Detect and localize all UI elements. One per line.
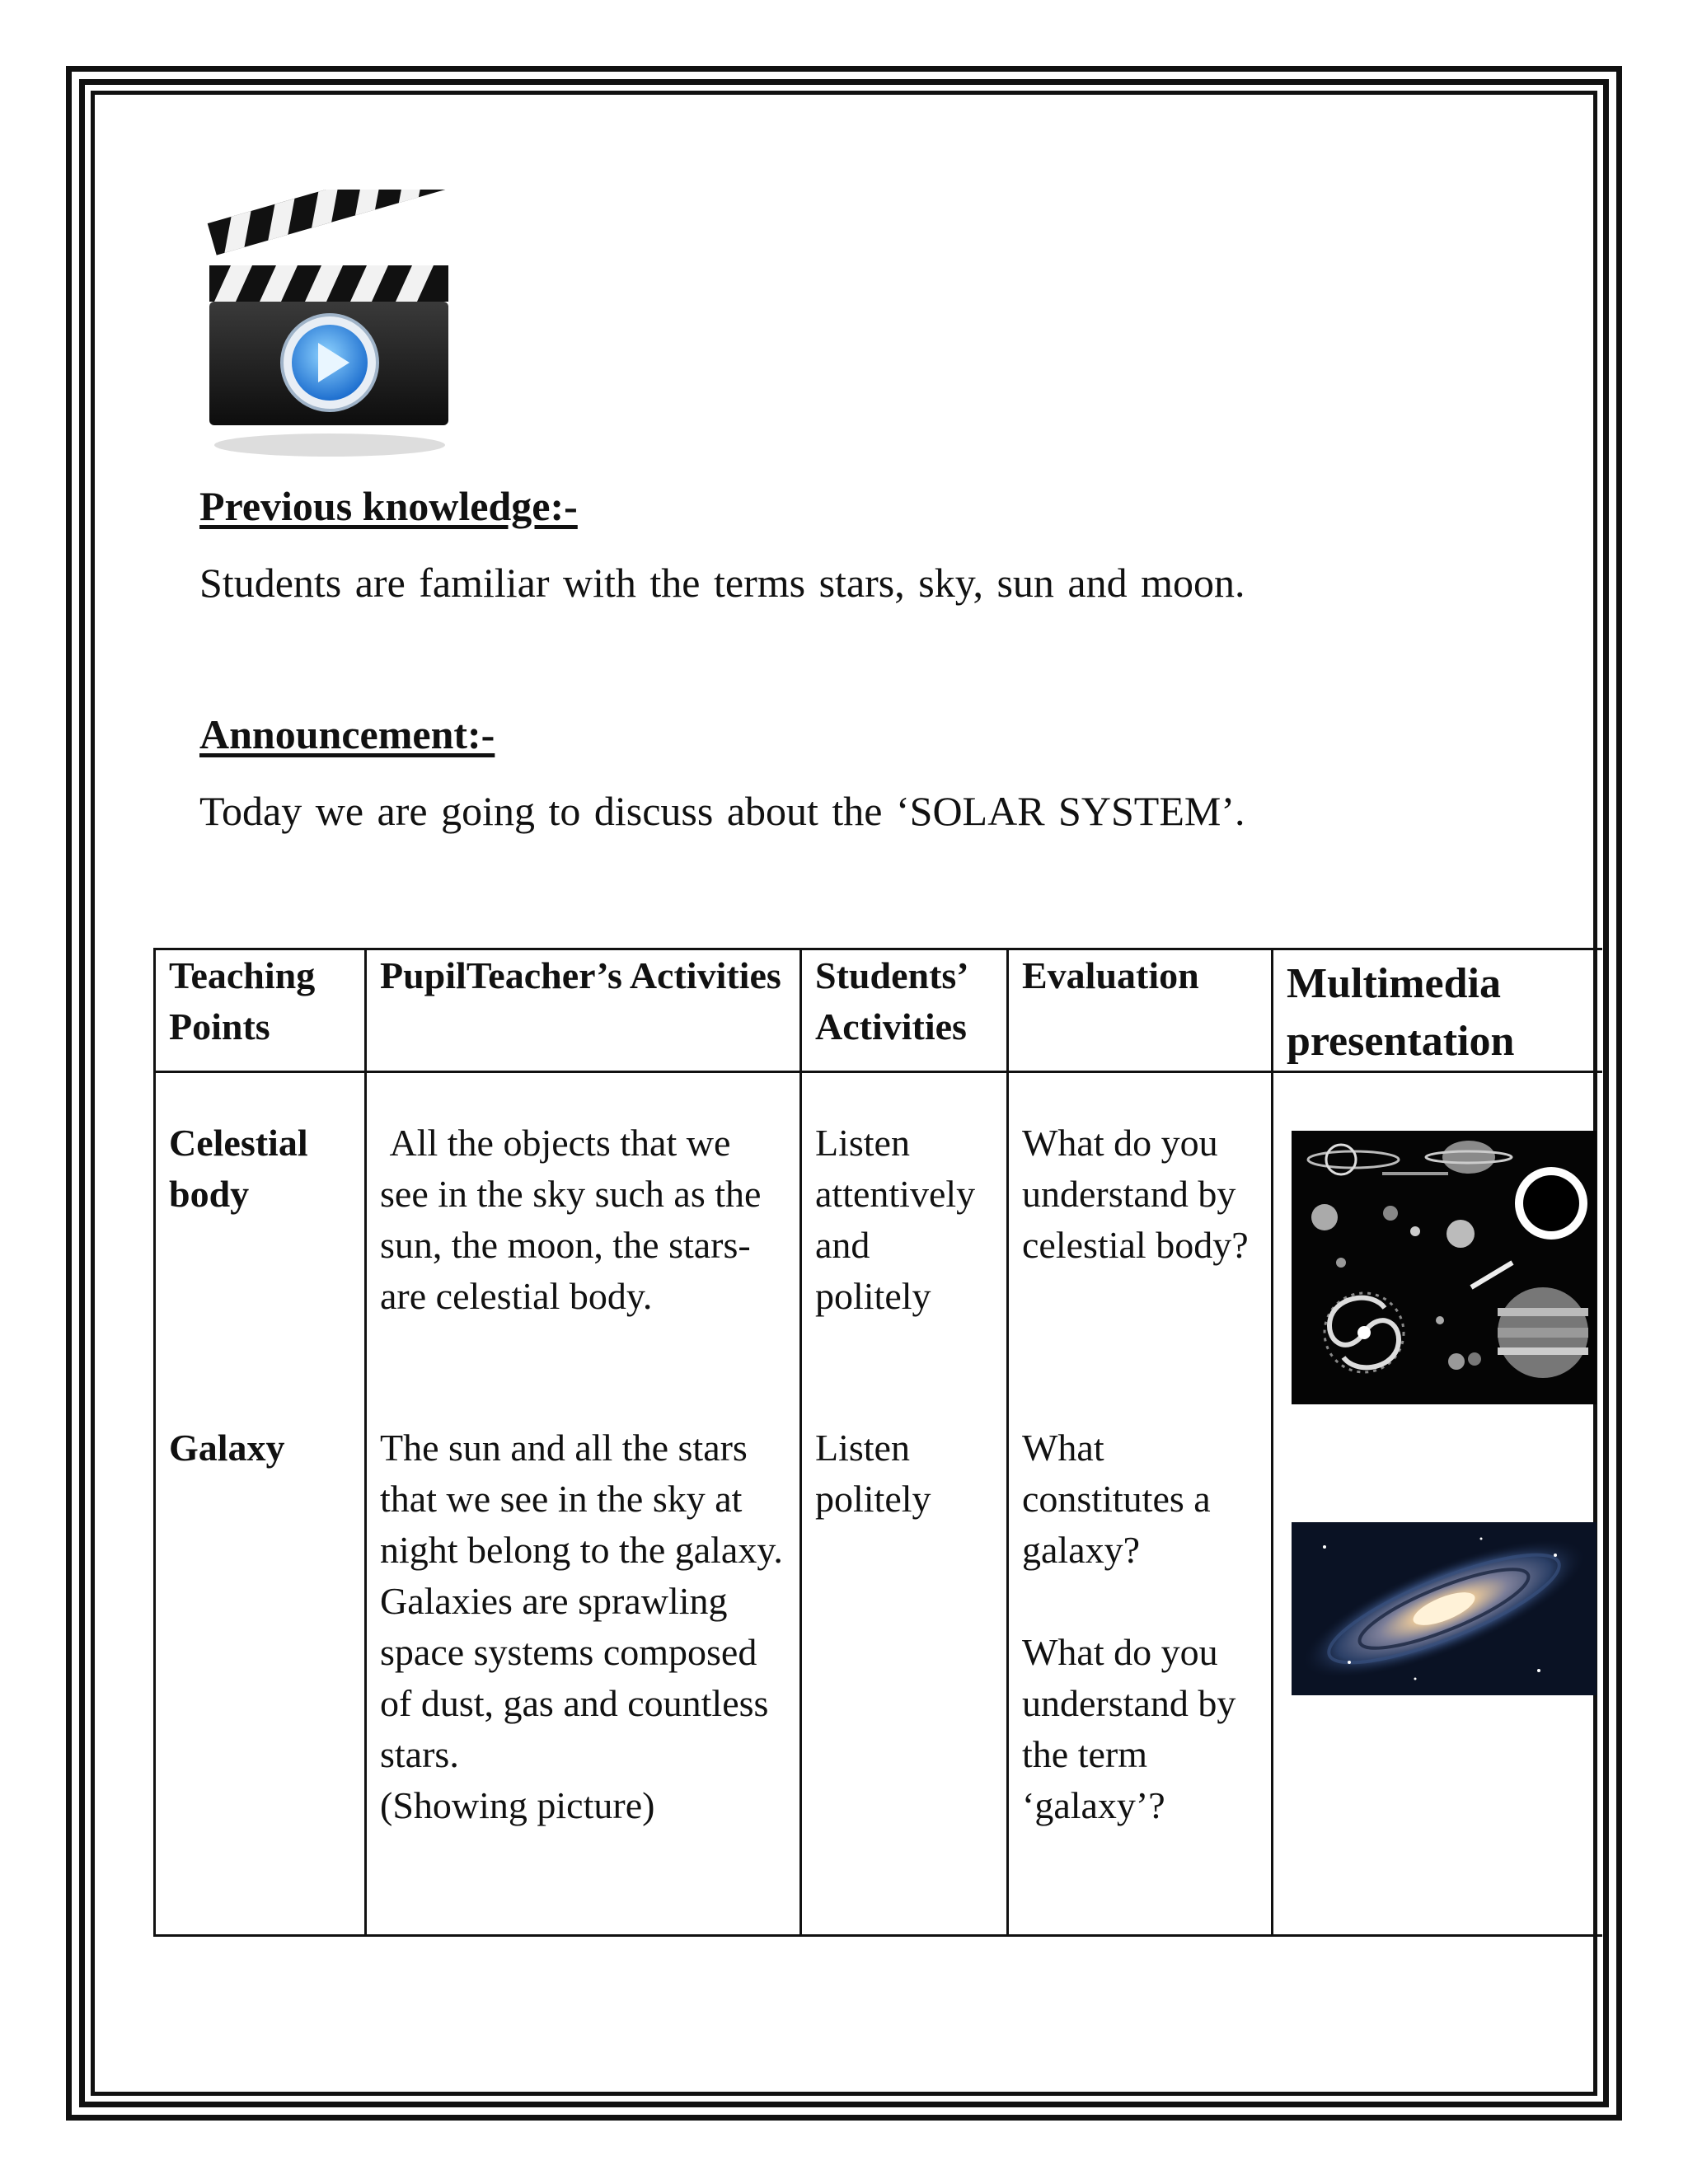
teacher-activity-galaxy-3: (Showing picture) — [380, 1784, 655, 1826]
pupil-teacher-activities-cell — [366, 1072, 801, 1936]
previous-knowledge-text: Students are familiar with the terms stars, sky, sun and moon. — [199, 560, 1245, 606]
teaching-point-celestial-body: Celestial body — [169, 1122, 308, 1215]
lesson-plan-table — [153, 948, 1602, 1937]
header-students-activities: Students’ Activities — [801, 949, 1008, 1072]
spiral-galaxy-picture — [1292, 1522, 1597, 1695]
teacher-activity-galaxy-2: Galaxies are sprawling space systems composed of dust, gas and countless stars. — [380, 1580, 769, 1775]
previous-knowledge-heading: Previous knowledge:- — [199, 483, 578, 529]
students-activity-galaxy: Listen politely — [815, 1427, 931, 1520]
teacher-activity-celestial: All the objects that we see in the sky such as the sun, the moon, the stars- are celestial body. — [380, 1122, 771, 1317]
teaching-point-galaxy: Galaxy — [169, 1427, 285, 1469]
evaluation-celestial: What do you understand by celestial body? — [1022, 1122, 1249, 1266]
evaluation-cell — [1008, 1072, 1273, 1936]
table-header-row — [155, 949, 1602, 1072]
evaluation-galaxy-2: What do you understand by the term ‘galaxy’? — [1022, 1631, 1236, 1826]
teaching-points-cell — [155, 1072, 366, 1936]
announcement-text: Today we are going to discuss about the ‘SOLAR SYSTEM’. — [199, 788, 1245, 834]
header-evaluation: Evaluation — [1008, 949, 1273, 1072]
students-activities-cell — [801, 1072, 1008, 1936]
announcement-heading: Announcement:- — [199, 711, 495, 757]
teacher-activity-galaxy-1: The sun and all the stars that we see in the sky at night belong to the galaxy. — [380, 1427, 783, 1571]
students-activity-celestial: Listen attentively and politely — [815, 1122, 976, 1317]
multimedia-cell — [1273, 1072, 1602, 1936]
header-teaching-points: Teaching Points — [155, 949, 366, 1072]
celestial-bodies-picture — [1292, 1131, 1597, 1404]
header-multimedia-presentation: Multimedia presentation — [1273, 949, 1602, 1072]
header-pupil-teacher-activities: PupilTeacher’s Activities — [366, 949, 801, 1072]
evaluation-galaxy-1: What constitutes a galaxy? — [1022, 1427, 1211, 1571]
table-body-row — [155, 1072, 1602, 1936]
video-clapperboard-icon — [198, 190, 462, 470]
